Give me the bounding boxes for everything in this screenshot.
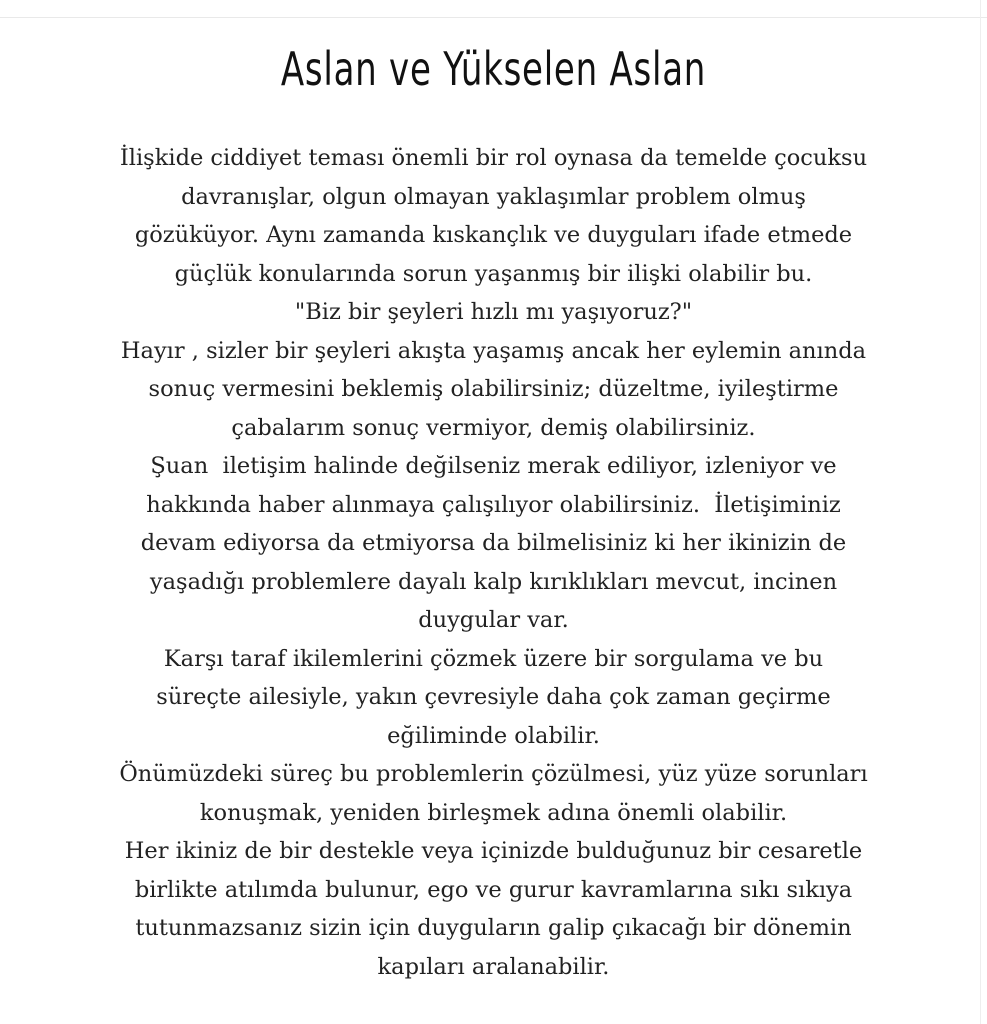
text-line: gözüküyor. Aynı zamanda kıskançlık ve duyguları ifade etmede [134,222,853,248]
text-line: süreçte ailesiyle, yakın çevresiyle daha çok zaman geçirme [156,684,831,710]
text-line: güçlük konularında sorun yaşanmış bir ilişki olabilir bu. [174,260,813,287]
text-line: sonuç vermesini beklemiş olabilirsiniz; düzeltme, iyileştirme [148,376,839,402]
text-line: İlişkide ciddiyet teması önemli bir rol oynasa da temelde çocuksu [119,145,868,171]
text-line: tutunmazsanız sizin için duyguların galip çıkacağı bir dönemin [135,915,852,941]
text-line: hakkında haber alınmaya çalışılıyor olabilirsiniz. İletişiminiz [146,491,841,518]
text-line: konuşmak, yeniden birleşmek adına önemli olabilir. [199,799,788,826]
text-line: Her ikiniz de bir destekle veya içinizde bulduğunuz bir cesaretle [124,838,863,864]
text-line: devam ediyorsa da etmiyorsa da bilmelisiniz ki her ikinizin de [140,530,847,556]
text-line: yaşadığı problemlere dayalı kalp kırıklıkları mevcut, incinen [149,568,838,595]
text-line: Önümüzdeki süreç bu problemlerin çözülmesi, yüz yüze sorunları [119,761,868,787]
top-divider [0,0,987,18]
text-line: eğiliminde olabilir. [387,722,600,749]
text-line: davranışlar, olgun olmayan yaklaşımlar problem olmuş [181,183,806,210]
text-line: Hayır , sizler bir şeyleri akışta yaşamış ancak her eylemin anında [120,337,867,364]
text-line: "Biz bir şeyleri hızlı mı yaşıyoruz?" [294,299,693,325]
text-line: kapıları aralanabilir. [377,953,610,980]
text-line: çabalarım sonuç vermiyor, demiş olabilirsiniz. [231,414,756,441]
text-line: duygular var. [418,607,569,633]
text-line: birlikte atılımda bulunur, ego ve gurur kavramlarına sıkı sıkıya [134,876,853,903]
page-title: Aslan ve Yükselen Aslan [280,41,707,96]
article-body [0,139,987,986]
text-line: Karşı taraf ikilemlerini çözmek üzere bir sorgulama ve bu [163,645,824,672]
text-line: Şuan iletişim halinde değilseniz merak ediliyor, izleniyor ve [150,453,837,479]
